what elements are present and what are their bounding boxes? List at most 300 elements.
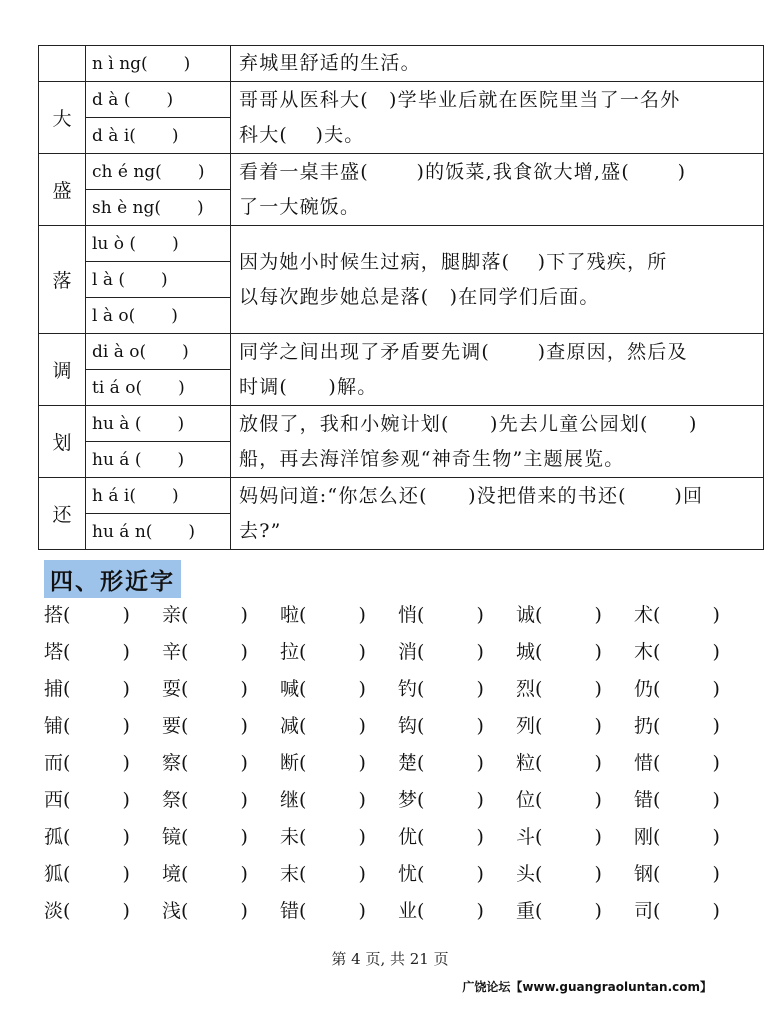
blank-open: ( (299, 641, 307, 663)
polyphone-char (39, 46, 86, 82)
blank-open: ( (63, 863, 71, 885)
pinyin-blank[interactable] (86, 154, 231, 190)
blank-close: ) (171, 485, 179, 506)
char: 惜 (634, 752, 654, 774)
char: 淡 (44, 900, 64, 922)
char-blank[interactable] (44, 711, 130, 738)
blank-open: ( (63, 789, 71, 811)
blank-close: ) (122, 752, 130, 774)
blank-open: ( (653, 863, 661, 885)
char-blank[interactable] (280, 711, 366, 738)
char-blank[interactable] (516, 600, 602, 627)
pinyin-text: l à o( (92, 305, 136, 326)
polyphone-row (39, 406, 764, 442)
char: 喊 (280, 678, 300, 700)
char-blank[interactable] (398, 822, 484, 849)
pinyin-text: ch é ng( (92, 161, 162, 182)
pinyin-blank[interactable] (86, 298, 231, 334)
blank-close: ) (358, 641, 366, 663)
char-blank[interactable] (162, 674, 248, 701)
char-blank[interactable] (280, 896, 366, 923)
blank-close: ) (712, 641, 720, 663)
polyphone-char: 调 (39, 334, 86, 406)
sentence-line: 妈妈问道:“你怎么还( )没把借来的书还( )回 (239, 484, 704, 507)
pinyin-blank[interactable] (86, 514, 231, 550)
pinyin-text: n ì ng( (92, 53, 148, 74)
char-blank[interactable] (280, 637, 366, 664)
char: 铺 (44, 715, 64, 737)
blank-open: ( (535, 678, 543, 700)
blank-close: ) (166, 89, 174, 110)
char-blank[interactable] (516, 822, 602, 849)
blank-close: ) (183, 53, 191, 74)
blank-open: ( (63, 604, 71, 626)
site-watermark: 广饶论坛【www.guangraoluntan.com】 (462, 980, 712, 994)
sentence-line: 放假了，我和小婉计划( )先去儿童公园划( ) (239, 412, 698, 435)
char: 重 (516, 900, 536, 922)
polyphone-row (39, 478, 764, 514)
sentence-line: 哥哥从医科大( )学毕业后就在医院里当了一名外 (239, 88, 681, 111)
char-row (44, 637, 744, 674)
char-blank[interactable] (280, 859, 366, 886)
blank-open: ( (299, 826, 307, 848)
blank-open: ( (181, 826, 189, 848)
char: 祭 (162, 789, 182, 811)
blank-close: ) (240, 863, 248, 885)
blank-open: ( (299, 604, 307, 626)
char: 忧 (398, 863, 418, 885)
char-blank[interactable] (398, 637, 484, 664)
blank-close: ) (358, 826, 366, 848)
char: 错 (280, 900, 300, 922)
blank-close: ) (476, 789, 484, 811)
blank-open: ( (417, 863, 425, 885)
blank-close: ) (240, 715, 248, 737)
blank-close: ) (476, 826, 484, 848)
char-blank[interactable] (634, 637, 720, 664)
char-blank[interactable] (398, 711, 484, 738)
char: 狐 (44, 863, 64, 885)
char: 要 (162, 715, 182, 737)
blank-open: ( (535, 826, 543, 848)
blank-open: ( (417, 900, 425, 922)
char-row (44, 785, 744, 822)
pinyin-blank[interactable] (86, 262, 231, 298)
char-blank[interactable] (44, 637, 130, 664)
char: 镜 (162, 826, 182, 848)
char-blank[interactable] (634, 600, 720, 627)
char: 斗 (516, 826, 536, 848)
blank-open: ( (417, 641, 425, 663)
blank-open: ( (535, 752, 543, 774)
blank-close: ) (594, 715, 602, 737)
char-row (44, 896, 744, 933)
pinyin-blank[interactable] (86, 370, 231, 406)
char: 未 (280, 826, 300, 848)
sentence-line: 看着一桌丰盛( )的饭菜,我食欲大增,盛( ) (239, 160, 687, 183)
char-blank[interactable] (634, 822, 720, 849)
blank-open: ( (299, 789, 307, 811)
pinyin-blank[interactable] (86, 406, 231, 442)
blank-close: ) (122, 826, 130, 848)
char-blank[interactable] (516, 785, 602, 812)
char-blank[interactable] (44, 600, 130, 627)
char: 耍 (162, 678, 182, 700)
char: 梦 (398, 789, 418, 811)
pinyin-blank[interactable] (86, 46, 231, 82)
char-blank[interactable] (162, 785, 248, 812)
blank-close: ) (171, 305, 178, 326)
blank-open: ( (181, 604, 189, 626)
polyphone-char: 划 (39, 406, 86, 478)
blank-close: ) (476, 900, 484, 922)
sentence-line: 以每次跑步她总是落( )在同学们后面。 (239, 285, 600, 308)
blank-open: ( (653, 678, 661, 700)
sentence-line: 弃城里舒适的生活。 (239, 52, 421, 74)
blank-close: ) (476, 863, 484, 885)
pinyin-text: d à ( (92, 89, 131, 110)
char-row (44, 748, 744, 785)
char: 孤 (44, 826, 64, 848)
blank-close: ) (122, 863, 130, 885)
blank-close: ) (161, 269, 168, 290)
blank-open: ( (181, 863, 189, 885)
blank-open: ( (181, 900, 189, 922)
polyphone-row (39, 334, 764, 370)
sentence-line: 科大( )夫。 (239, 123, 365, 146)
char: 位 (516, 789, 536, 811)
blank-close: ) (122, 604, 130, 626)
blank-open: ( (63, 752, 71, 774)
char: 木 (634, 641, 654, 663)
char: 继 (280, 789, 300, 811)
blank-open: ( (417, 604, 425, 626)
char: 塔 (44, 641, 64, 663)
char-blank[interactable] (516, 674, 602, 701)
char-blank[interactable] (398, 748, 484, 775)
char: 粒 (516, 752, 536, 774)
blank-open: ( (535, 641, 543, 663)
blank-close: ) (358, 752, 366, 774)
char-blank[interactable] (280, 822, 366, 849)
blank-close: ) (476, 604, 484, 626)
blank-close: ) (476, 715, 484, 737)
char: 察 (162, 752, 182, 774)
char: 搭 (44, 604, 64, 626)
blank-close: ) (178, 377, 185, 398)
pinyin-text: ti á o( (92, 377, 143, 398)
polyphone-table (38, 45, 764, 550)
blank-close: ) (594, 752, 602, 774)
blank-close: ) (594, 678, 602, 700)
char: 悄 (398, 604, 418, 626)
example-sentence (231, 46, 764, 82)
pinyin-blank[interactable] (86, 118, 231, 154)
char-blank[interactable] (162, 637, 248, 664)
blank-open: ( (535, 715, 543, 737)
blank-close: ) (476, 678, 484, 700)
blank-open: ( (181, 715, 189, 737)
pinyin-blank[interactable] (86, 442, 231, 478)
blank-close: ) (594, 863, 602, 885)
char: 烈 (516, 678, 536, 700)
polyphone-char: 落 (39, 226, 86, 334)
char: 扔 (634, 715, 654, 737)
blank-open: ( (653, 752, 661, 774)
pinyin-blank[interactable] (86, 478, 231, 514)
blank-open: ( (63, 715, 71, 737)
example-sentence (231, 406, 764, 478)
pinyin-text: hu à ( (92, 413, 142, 434)
char-blank[interactable] (280, 785, 366, 812)
char-row (44, 859, 744, 896)
char: 拉 (280, 641, 300, 663)
char: 优 (398, 826, 418, 848)
blank-open: ( (535, 900, 543, 922)
blank-close: ) (182, 341, 189, 362)
blank-close: ) (594, 604, 602, 626)
example-sentence (231, 154, 764, 226)
blank-close: ) (358, 715, 366, 737)
sentence-line: 去?” (239, 519, 282, 542)
blank-close: ) (358, 900, 366, 922)
char-blank[interactable] (162, 859, 248, 886)
char-blank[interactable] (398, 600, 484, 627)
blank-close: ) (240, 641, 248, 663)
blank-close: ) (476, 641, 484, 663)
blank-close: ) (240, 604, 248, 626)
char: 捕 (44, 678, 64, 700)
char-blank[interactable] (634, 859, 720, 886)
blank-open: ( (417, 715, 425, 737)
polyphone-char: 还 (39, 478, 86, 550)
char: 错 (634, 789, 654, 811)
pinyin-blank[interactable] (86, 334, 231, 370)
blank-close: ) (240, 752, 248, 774)
blank-open: ( (299, 863, 307, 885)
blank-close: ) (240, 678, 248, 700)
char-blank[interactable] (280, 748, 366, 775)
blank-open: ( (417, 752, 425, 774)
char-blank[interactable] (162, 748, 248, 775)
blank-close: ) (594, 826, 602, 848)
char-blank[interactable] (162, 822, 248, 849)
example-sentence (231, 82, 764, 154)
char-blank[interactable] (280, 600, 366, 627)
blank-close: ) (712, 789, 720, 811)
char-row (44, 674, 744, 711)
char: 消 (398, 641, 418, 663)
blank-close: ) (358, 863, 366, 885)
char: 西 (44, 789, 64, 811)
blank-open: ( (181, 678, 189, 700)
char: 断 (280, 752, 300, 774)
char: 钓 (398, 678, 418, 700)
blank-close: ) (122, 900, 130, 922)
char-blank[interactable] (516, 896, 602, 923)
blank-close: ) (594, 900, 602, 922)
char: 业 (398, 900, 418, 922)
char-blank[interactable] (44, 674, 130, 701)
char: 刚 (634, 826, 654, 848)
blank-open: ( (63, 678, 71, 700)
char-row (44, 600, 744, 637)
char-blank[interactable] (44, 859, 130, 886)
blank-close: ) (712, 678, 720, 700)
polyphone-row (39, 82, 764, 118)
page-number: 第 4 页, 共 21 页 (331, 950, 449, 968)
char: 啦 (280, 604, 300, 626)
char: 亲 (162, 604, 182, 626)
blank-close: ) (197, 197, 204, 218)
char-blank[interactable] (162, 711, 248, 738)
char-blank[interactable] (280, 674, 366, 701)
blank-close: ) (594, 641, 602, 663)
sentence-line: 了一大碗饭。 (239, 195, 361, 218)
pinyin-text: h á i( (92, 485, 136, 506)
char: 而 (44, 752, 64, 774)
blank-close: ) (240, 826, 248, 848)
char-row (44, 711, 744, 748)
blank-close: ) (358, 678, 366, 700)
polyphone-char: 大 (39, 82, 86, 154)
blank-close: ) (177, 449, 185, 470)
blank-open: ( (181, 789, 189, 811)
char-blank[interactable] (398, 859, 484, 886)
blank-open: ( (653, 641, 661, 663)
char-blank[interactable] (44, 896, 130, 923)
pinyin-text: l à ( (92, 269, 126, 290)
char-blank[interactable] (516, 711, 602, 738)
char-blank[interactable] (162, 896, 248, 923)
char-row (44, 822, 744, 859)
blank-close: ) (712, 900, 720, 922)
pinyin-text: hu á n( (92, 521, 153, 542)
blank-close: ) (712, 604, 720, 626)
pinyin-text: lu ò ( (92, 233, 137, 254)
char: 列 (516, 715, 536, 737)
char-blank[interactable] (44, 785, 130, 812)
char-blank[interactable] (634, 674, 720, 701)
char: 减 (280, 715, 300, 737)
polyphone-row (39, 226, 764, 262)
char-blank[interactable] (44, 822, 130, 849)
blank-close: ) (177, 413, 185, 434)
example-sentence (231, 334, 764, 406)
sentence-line: 同学之间出现了矛盾要先调( )查原因，然后及 (239, 340, 688, 363)
blank-open: ( (299, 752, 307, 774)
char-blank[interactable] (162, 600, 248, 627)
example-sentence (231, 226, 764, 334)
similar-char-grid (44, 600, 744, 933)
blank-close: ) (122, 789, 130, 811)
blank-open: ( (535, 604, 543, 626)
blank-close: ) (122, 715, 130, 737)
pinyin-blank[interactable] (86, 226, 231, 262)
char: 楚 (398, 752, 418, 774)
blank-close: ) (240, 900, 248, 922)
blank-close: ) (172, 233, 179, 254)
char-blank[interactable] (634, 748, 720, 775)
char: 钩 (398, 715, 418, 737)
blank-close: ) (712, 715, 720, 737)
blank-open: ( (653, 604, 661, 626)
char-blank[interactable] (44, 748, 130, 775)
char-blank[interactable] (398, 785, 484, 812)
char-blank[interactable] (634, 785, 720, 812)
char: 仍 (634, 678, 654, 700)
sentence-line: 船，再去海洋馆参观“神奇生物”主题展览。 (239, 447, 625, 470)
char: 辛 (162, 641, 182, 663)
blank-close: ) (476, 752, 484, 774)
char-blank[interactable] (516, 748, 602, 775)
blank-open: ( (417, 678, 425, 700)
char: 司 (634, 900, 654, 922)
blank-close: ) (122, 678, 130, 700)
char: 诚 (516, 604, 536, 626)
polyphone-row (39, 154, 764, 190)
char-blank[interactable] (634, 711, 720, 738)
blank-open: ( (535, 863, 543, 885)
blank-open: ( (417, 826, 425, 848)
blank-close: ) (171, 125, 179, 146)
blank-open: ( (653, 900, 661, 922)
pinyin-text: sh è ng( (92, 197, 162, 218)
blank-close: ) (712, 752, 720, 774)
section-title: 四、形近字 (44, 560, 181, 598)
blank-open: ( (299, 678, 307, 700)
char: 城 (516, 641, 536, 663)
char-blank[interactable] (516, 859, 602, 886)
char: 浅 (162, 900, 182, 922)
char: 钢 (634, 863, 654, 885)
blank-close: ) (712, 826, 720, 848)
polyphone-row (39, 46, 764, 82)
sentence-line: 因为她小时候生过病，腿脚落( )下了残疾，所 (239, 250, 668, 273)
blank-close: ) (712, 863, 720, 885)
char-blank[interactable] (398, 896, 484, 923)
blank-open: ( (535, 789, 543, 811)
pinyin-blank[interactable] (86, 82, 231, 118)
blank-open: ( (653, 789, 661, 811)
blank-open: ( (299, 715, 307, 737)
blank-close: ) (197, 161, 205, 182)
char: 境 (162, 863, 182, 885)
blank-close: ) (188, 521, 196, 542)
sentence-line: 时调( )解。 (239, 375, 378, 398)
pinyin-text: hu á ( (92, 449, 142, 470)
blank-open: ( (181, 641, 189, 663)
char: 术 (634, 604, 654, 626)
char: 头 (516, 863, 536, 885)
char-blank[interactable] (398, 674, 484, 701)
blank-close: ) (358, 604, 366, 626)
blank-open: ( (653, 715, 661, 737)
pinyin-text: d à i( (92, 125, 136, 146)
polyphone-char: 盛 (39, 154, 86, 226)
blank-open: ( (653, 826, 661, 848)
example-sentence (231, 478, 764, 550)
blank-close: ) (594, 789, 602, 811)
pinyin-blank[interactable] (86, 190, 231, 226)
blank-open: ( (63, 641, 71, 663)
char: 末 (280, 863, 300, 885)
blank-close: ) (122, 641, 130, 663)
blank-open: ( (299, 900, 307, 922)
blank-open: ( (63, 900, 71, 922)
char-blank[interactable] (516, 637, 602, 664)
char-blank[interactable] (634, 896, 720, 923)
